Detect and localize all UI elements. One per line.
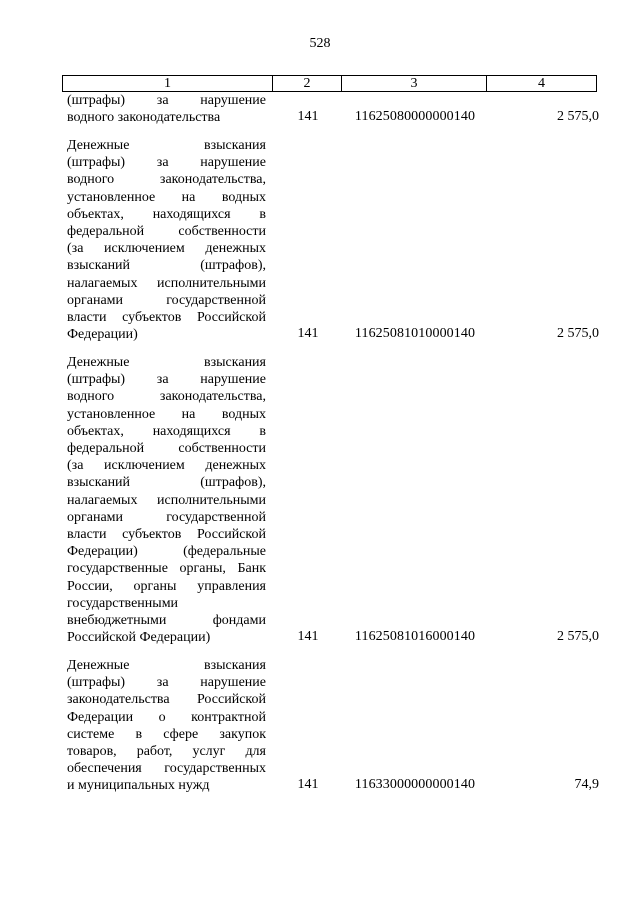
description-line: водного законодательства, [67,172,266,188]
row-amount: 2 575,0 [557,109,599,124]
page-number: 528 [309,36,331,51]
row-code: 141 [297,777,319,792]
description-line: системе в сфере закупок [67,726,266,742]
description-line: водного законодательства, [67,389,266,405]
table-header-col-4: 4 [538,76,545,91]
description-line: федеральной собственности [67,441,266,457]
table-header-col-1: 1 [63,76,273,91]
description-line: России, органы управления [67,578,266,594]
description-line: государственными [67,595,179,611]
row-description [67,137,266,343]
description-line: товаров, работ, услуг для [67,744,266,760]
description-line: установленное на водных [67,189,266,205]
description-line: взысканий (штрафов), [67,475,266,491]
row-amount: 2 575,0 [557,326,599,341]
description-line: установленное на водных [67,406,266,422]
row-amount: 2 575,0 [557,629,599,644]
row-description [67,657,266,795]
description-line: власти субъектов Российской [67,527,266,543]
description-line: власти субъектов Российской [67,310,266,326]
row-kbk: 11625080000000140 [354,109,476,124]
description-line: Федерации о контрактной [67,709,266,725]
description-line: (за исключением денежных [67,241,266,257]
description-line: объектах, находящихся в [67,206,266,222]
description-line: (за исключением денежных [67,458,266,474]
description-line: взысканий (штрафов), [67,258,266,274]
description-line: водного законодательства [67,110,221,126]
description-line: Федерации) (федеральные [67,544,266,560]
row-amount: 74,9 [574,777,599,792]
description-line: налагаемых исполнительными [67,492,266,508]
row-code: 141 [297,109,319,124]
table-header-col-3: 3 [342,76,487,91]
description-line: органами государственной [67,292,266,308]
table-header-row [62,75,597,92]
table-header-col-2: 2 [273,76,342,91]
description-line: Денежные взыскания [67,355,266,370]
description-line: объектах, находящихся в [67,423,266,439]
row-code: 141 [297,326,319,341]
row-code: 141 [297,629,319,644]
description-line: (штрафы) за нарушение [67,155,266,171]
row-kbk: 11625081016000140 [354,629,476,644]
description-line: налагаемых исполнительными [67,275,266,291]
description-line: государственные органы, Банк [67,561,266,577]
row-description [67,92,266,126]
row-description [67,354,266,646]
description-line: (штрафы) за нарушение [67,675,266,691]
description-line: органами государственной [67,509,266,525]
description-line: (штрафы) за нарушение [67,372,266,388]
description-line: и муниципальных нужд [67,778,210,794]
row-kbk: 11633000000000140 [354,777,476,792]
description-line: Денежные взыскания [67,658,266,673]
description-line: Федерации) [67,327,138,343]
description-line: (штрафы) за нарушение [67,93,266,108]
description-line: федеральной собственности [67,224,266,240]
description-line: внебюджетными фондами [67,613,266,629]
row-kbk: 11625081010000140 [354,326,476,341]
description-line: Российской Федерации) [67,630,211,646]
description-line: законодательства Российской [67,692,266,708]
description-line: Денежные взыскания [67,138,266,153]
description-line: обеспечения государственных [67,761,266,777]
